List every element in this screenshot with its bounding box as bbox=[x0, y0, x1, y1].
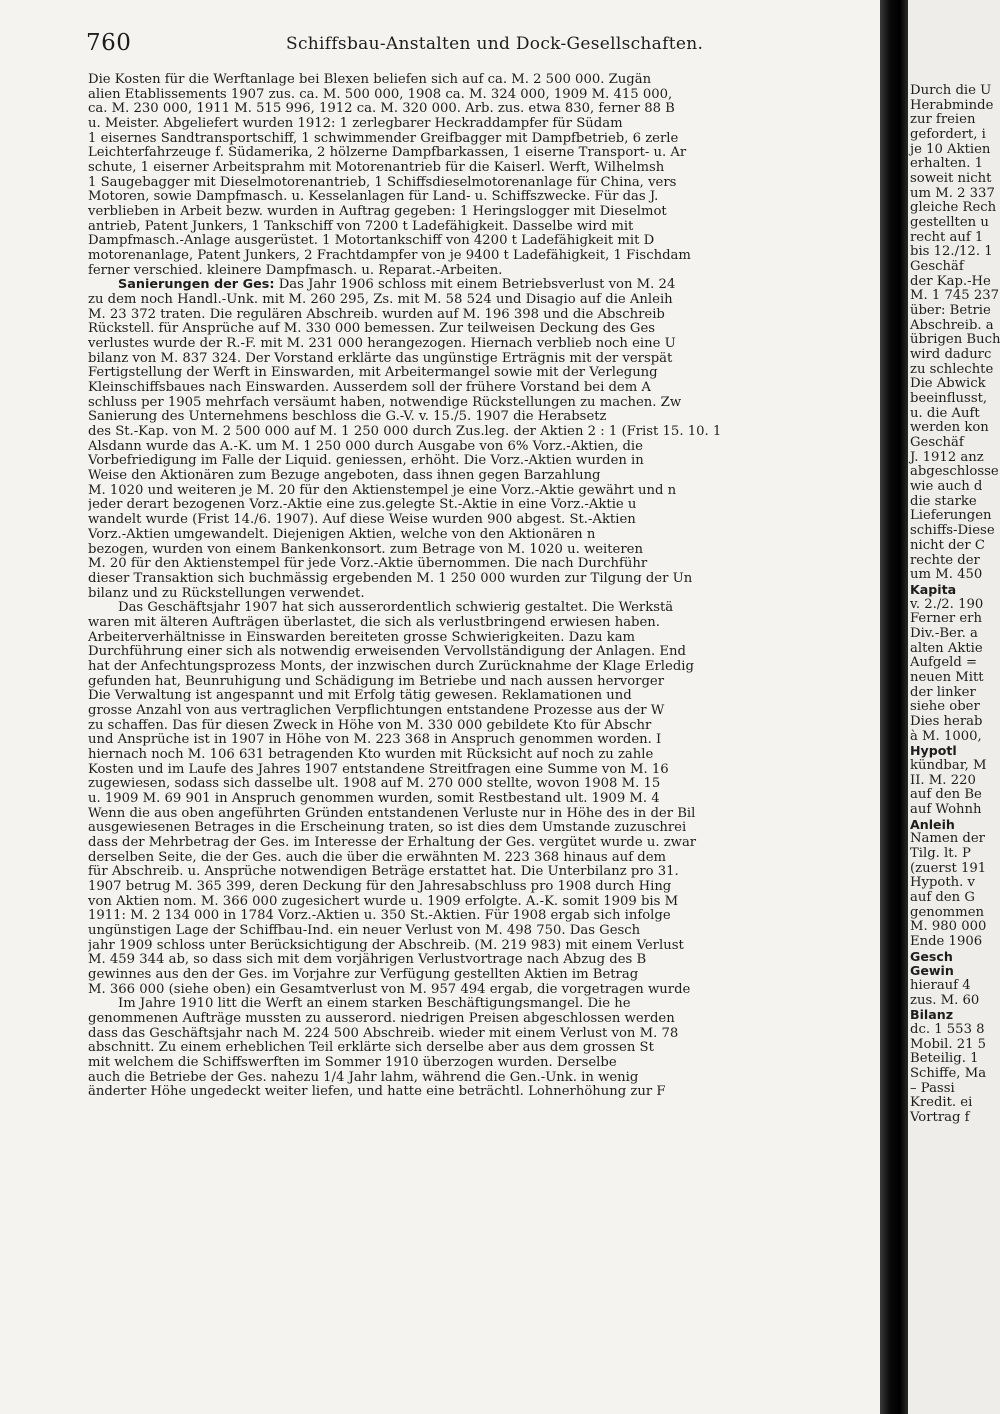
adjacent-text-line: zus. M. 60 bbox=[910, 992, 980, 1008]
text-line bbox=[88, 425, 876, 440]
book-gutter bbox=[880, 0, 908, 1414]
text-line bbox=[88, 190, 876, 205]
text-line-content: hat der Anfechtungsprozess Monts, der inzwischen durch Zurücknahme der Klage Erledig bbox=[88, 659, 694, 674]
adjacent-page-column bbox=[910, 84, 1000, 1126]
text-line-content: M. 20 für den Aktienstempel für jede Vorz.-Aktie übernommen. Die nach Durchführ bbox=[88, 557, 648, 572]
text-line bbox=[88, 763, 876, 778]
adjacent-text-line: Durch die U bbox=[910, 83, 992, 98]
text-line bbox=[88, 748, 876, 763]
adjacent-text-line: Namen der bbox=[910, 831, 985, 847]
text-line bbox=[88, 528, 876, 543]
text-line bbox=[88, 1071, 876, 1086]
adjacent-text-line: Ferner erh bbox=[910, 611, 982, 627]
text-line-content: antrieb, Patent Junkers, 1 Tankschiff von 7200 t Ladefähigkeit. Dasselbe wird mit bbox=[88, 219, 634, 234]
text-line-content: gewinnes aus den der Ges. im Vorjahre zur Verfügung gestellten Aktien im Betrag bbox=[88, 967, 639, 982]
adjacent-text-line: Abschreib. a bbox=[910, 317, 994, 333]
text-line-content: Vorz.-Aktien umgewandelt. Diejenigen Aktien, welche von den Aktionären n bbox=[88, 527, 596, 542]
adjacent-text-line: nicht der C bbox=[910, 537, 985, 553]
adjacent-text-line: II. M. 220 bbox=[910, 772, 976, 788]
text-line bbox=[88, 807, 876, 822]
text-line-content: verlustes wurde der R.-F. mit M. 231 000 herangezogen. Hiernach verblieb noch eine U bbox=[88, 337, 676, 352]
adjacent-text-line: je 10 Aktien bbox=[910, 141, 991, 157]
adjacent-text-line: genommen bbox=[910, 904, 984, 920]
adjacent-text-line: Hypotl bbox=[910, 743, 957, 759]
adjacent-text-line: bis 12./12. 1 bbox=[910, 244, 993, 260]
text-line-content: Wenn die aus oben angeführten Gründen entstandenen Verluste nur in Höhe des in der Bil bbox=[88, 806, 696, 821]
adjacent-text-line: erhalten. 1 bbox=[910, 156, 984, 172]
text-line bbox=[88, 601, 876, 616]
adjacent-text-line: Beteilig. 1 bbox=[910, 1051, 979, 1067]
text-line bbox=[88, 176, 876, 191]
adjacent-text-line: Bilanz bbox=[910, 1007, 954, 1023]
text-line bbox=[88, 851, 876, 866]
text-line bbox=[88, 352, 876, 367]
adjacent-text-line: zur freien bbox=[910, 112, 976, 128]
text-line-content: M. 366 000 (siehe oben) ein Gesamtverlust von M. 957 494 ergab, die vorgetragen wurde bbox=[88, 982, 691, 997]
text-line bbox=[88, 161, 876, 176]
text-line-content: M. 23 372 traten. Die regulären Abschreib. wurden auf M. 196 398 und die Abschreib bbox=[88, 307, 665, 322]
text-line-content: Das Jahr 1906 schloss mit einem Betriebsverlust von M. 24 bbox=[274, 278, 676, 293]
text-line-content: hiernach noch M. 106 631 betragenden Kto wurden mit Rücksicht auf noch zu zahle bbox=[88, 747, 654, 762]
text-line bbox=[88, 689, 876, 704]
text-line-content: 1 eisernes Sandtransportschiff, 1 schwimmender Greifbagger mit Dampfbetrieb, 6 zerle bbox=[88, 131, 679, 146]
text-line bbox=[88, 440, 876, 455]
text-line-content: zu dem noch Handl.-Unk. mit M. 260 295, Zs. mit M. 58 524 und Disagio auf die Anleih bbox=[88, 293, 673, 308]
text-line-content: ca. M. 230 000, 1911 M. 515 996, 1912 ca. M. 320 000. Arb. zus. etwa 830, ferner 88 B bbox=[88, 102, 675, 117]
text-line bbox=[88, 146, 876, 161]
text-line bbox=[88, 909, 876, 924]
adjacent-text-line: die starke bbox=[910, 493, 977, 509]
text-line bbox=[88, 660, 876, 675]
text-line bbox=[88, 117, 876, 132]
text-line bbox=[88, 733, 876, 748]
text-line-content: bilanz von M. 837 324. Der Vorstand erklärte das ungünstige Erträgnis mit der verspät bbox=[88, 351, 673, 366]
text-line bbox=[88, 234, 876, 249]
adjacent-text-line: auf Wohnh bbox=[910, 801, 982, 817]
text-line-content: 1 Saugebagger mit Dieselmotorenantrieb, 1 Schiffsdieselmotorenanlage für China, vers bbox=[88, 175, 677, 190]
text-line bbox=[88, 220, 876, 235]
text-line bbox=[88, 249, 876, 264]
text-line-content: schute, 1 eiserner Arbeitsprahm mit Motorenantrieb für die Kaiserl. Werft, Wilhelmsh bbox=[88, 161, 665, 176]
adjacent-text-line: Div.-Ber. a bbox=[910, 625, 978, 641]
text-line bbox=[88, 587, 876, 602]
text-line bbox=[88, 836, 876, 851]
text-line bbox=[88, 337, 876, 352]
adjacent-text-line: schiffs-Diese bbox=[910, 523, 995, 539]
text-line-content: Leichterfahrzeuge f. Südamerika, 2 hölzerne Dampfbarkassen, 1 eiserne Transport- u. Ar bbox=[88, 146, 687, 161]
text-line-content: M. 459 344 ab, so dass sich mit dem vorjährigen Verlustvortrage nach Abzug des B bbox=[88, 953, 647, 968]
adjacent-text-line: Aufgeld = bbox=[910, 655, 978, 671]
text-line bbox=[88, 616, 876, 631]
text-line bbox=[88, 308, 876, 323]
adjacent-text-line: Ende 1906 bbox=[910, 933, 983, 949]
text-line-content: zu schaffen. Das für diesen Zweck in Höhe von M. 330 000 gebildete Kto für Abschr bbox=[88, 718, 652, 733]
adjacent-text-line: gleiche Rech bbox=[910, 200, 997, 216]
adjacent-text-line: Geschäf bbox=[910, 435, 964, 451]
adjacent-text-line: gestellten u bbox=[910, 215, 989, 231]
text-line bbox=[88, 983, 876, 998]
text-line bbox=[88, 73, 876, 88]
text-line-content: ausgewiesenen Betrages in die Erscheinung traten, so ist dies dem Umstande zuzuschrei bbox=[88, 821, 687, 836]
text-line-content: Sanierung des Unternehmens beschloss die G.-V. v. 15./5. 1907 die Herabsetz bbox=[88, 410, 607, 425]
text-line-content: wandelt wurde (Frist 14./6. 1907). Auf diese Weise wurden 900 abgest. St.-Aktien bbox=[88, 513, 636, 528]
adjacent-text-line: J. 1912 anz bbox=[910, 449, 984, 465]
adjacent-text-line: M. 1 745 237 bbox=[910, 288, 1000, 304]
text-line bbox=[88, 880, 876, 895]
text-line bbox=[88, 1041, 876, 1056]
adjacent-text-line: soweit nicht bbox=[910, 171, 992, 187]
text-line-content: zugewiesen, sodass sich dasselbe ult. 1908 auf M. 270 000 stellte, wovon 1908 M. 15 bbox=[88, 777, 661, 792]
text-line bbox=[88, 264, 876, 279]
adjacent-text-line: werden kon bbox=[910, 420, 989, 436]
adjacent-text-line: (zuerst 191 bbox=[910, 860, 987, 876]
adjacent-text-line: wie auch d bbox=[910, 479, 983, 495]
text-line bbox=[88, 572, 876, 587]
text-line-content: Kleinschiffsbaues nach Einswarden. Ausserdem soll der frühere Vorstand bei dem A bbox=[88, 381, 651, 396]
text-line bbox=[88, 366, 876, 381]
adjacent-text-line: dc. 1 553 8 bbox=[910, 1022, 985, 1037]
text-line-content: grosse Anzahl von aus vertraglichen Verpflichtungen entstandene Prozesse aus der W bbox=[88, 703, 665, 718]
text-line bbox=[88, 792, 876, 807]
text-line-content: Arbeiterverhältnisse in Einswarden bereiteten grosse Schwierigkeiten. Dazu kam bbox=[88, 630, 636, 645]
text-line-content: dieser Transaktion sich buchmässig ergebenden M. 1 250 000 wurden zur Tilgung der Un bbox=[88, 571, 693, 586]
text-line bbox=[88, 895, 876, 910]
text-line-content: 1907 betrug M. 365 399, deren Deckung für den Jahresabschluss pro 1908 durch Hing bbox=[88, 879, 672, 894]
text-line bbox=[88, 645, 876, 660]
adjacent-text-line: alten Aktie bbox=[910, 640, 983, 656]
text-line-content: Dampfmasch.-Anlage ausgerüstet. 1 Motortankschiff von 4200 t Ladefähigkeit mit D bbox=[88, 234, 655, 249]
adjacent-text-line: Die Abwick bbox=[910, 376, 986, 392]
text-line bbox=[88, 205, 876, 220]
text-line bbox=[88, 924, 876, 939]
text-line-content: jeder derart bezogenen Vorz.-Aktie eine zus.gelegte St.-Aktie in eine Vorz.-Aktie u bbox=[88, 498, 637, 513]
adjacent-text-line: Schiffe, Ma bbox=[910, 1066, 987, 1082]
main-text-column bbox=[88, 73, 876, 1100]
adjacent-text-line: M. 980 000 bbox=[910, 919, 987, 935]
text-line bbox=[88, 997, 876, 1012]
adjacent-text-line: gefordert, i bbox=[910, 127, 986, 143]
text-line-content: motorenanlage, Patent Junkers, 2 Frachtdampfer von je 9400 t Ladefähigkeit, 1 Fischdam bbox=[88, 249, 691, 264]
text-line bbox=[88, 968, 876, 983]
text-line-content: verblieben in Arbeit bezw. wurden in Auftrag gegeben: 1 Heringslogger mit Dieselmot bbox=[88, 205, 667, 220]
adjacent-text-line: beeinflusst, bbox=[910, 391, 988, 407]
adjacent-text-line: übrigen Buch bbox=[910, 332, 1000, 348]
section-heading: Sanierungen der Ges: bbox=[118, 278, 275, 293]
adjacent-text-line: abgeschlosse bbox=[910, 464, 999, 480]
text-line-content: abschnitt. Zu einem erheblichen Teil erklärte sich derselbe aber aus dem grossen St bbox=[88, 1041, 654, 1056]
adjacent-text-line: recht auf 1 bbox=[910, 229, 984, 245]
text-line-content: Die Kosten für die Werftanlage bei Blexen beliefen sich auf ca. M. 2 500 000. Zugän bbox=[88, 73, 652, 87]
text-line-content: schluss per 1905 mehrfach versäumt haben, notwendige Rückstellungen zu machen. Zw bbox=[88, 395, 682, 410]
adjacent-text-line: rechte der bbox=[910, 552, 980, 568]
text-line bbox=[88, 1012, 876, 1027]
adjacent-text-line: Kapita bbox=[910, 581, 957, 597]
text-line-content: ferner verschied. kleinere Dampfmasch. u. Reparat.-Arbeiten. bbox=[88, 263, 503, 278]
text-line bbox=[88, 865, 876, 880]
text-line bbox=[88, 821, 876, 836]
adjacent-text-line: zu schlechte bbox=[910, 361, 994, 377]
text-line-content: Motoren, sowie Dampfmasch. u. Kesselanlagen für Land- u. Schiffszwecke. Für das J. bbox=[88, 190, 659, 205]
text-line-content: Kosten und im Laufe des Jahres 1907 entstandene Streitfragen eine Summe von M. 16 bbox=[88, 762, 669, 777]
text-line-content: M. 1020 und weiteren je M. 20 für den Aktienstempel je eine Vorz.-Aktie gewährt und n bbox=[88, 483, 677, 498]
adjacent-text-line: kündbar, M bbox=[910, 757, 987, 773]
adjacent-text-line: hierauf 4 bbox=[910, 977, 971, 993]
text-line-content: Alsdann wurde das A.-K. um M. 1 250 000 durch Ausgabe von 6% Vorz.-Aktien, die bbox=[88, 439, 643, 454]
adjacent-text-line: à M. 1000, bbox=[910, 728, 982, 744]
text-line bbox=[88, 631, 876, 646]
text-line-content: und Ansprüche ist in 1907 in Höhe von M. 223 368 in Anspruch genommen worden. I bbox=[88, 733, 662, 748]
text-line bbox=[88, 953, 876, 968]
text-line-content: u. Meister. Abgeliefert wurden 1912: 1 zerlegbarer Heckraddampfer für Südam bbox=[88, 117, 623, 132]
text-line-content: jahr 1909 schloss unter Berücksichtigung der Abschreib. (M. 219 983) mit einem Verlust bbox=[88, 938, 684, 953]
text-line-content: waren mit älteren Aufträgen überlastet, die sich als verlustbringend erwiesen haben. bbox=[88, 615, 660, 630]
adjacent-text-line: über: Betrie bbox=[910, 303, 991, 319]
adjacent-text-line: Gewin bbox=[910, 963, 954, 979]
text-line bbox=[88, 293, 876, 308]
text-line bbox=[88, 88, 876, 103]
text-line bbox=[88, 1056, 876, 1071]
text-line-content: bezogen, wurden von einem Bankenkonsort. zum Betrage von M. 1020 u. weiteren bbox=[88, 542, 643, 557]
text-line bbox=[88, 675, 876, 690]
text-line bbox=[88, 543, 876, 558]
adjacent-text-line: auf den Be bbox=[910, 787, 982, 803]
page-number: 760 bbox=[86, 30, 132, 56]
text-line bbox=[88, 513, 876, 528]
text-line-content: derselben Seite, die der Ges. auch die über die erwähnten M. 223 368 hinaus auf dem bbox=[88, 850, 667, 865]
text-line-content: Vorbefriedigung im Falle der Liquid. geniessen, erhöht. Die Vorz.-Aktien wurden in bbox=[88, 454, 644, 469]
adjacent-text-line: Lieferungen bbox=[910, 508, 992, 524]
adjacent-text-line: auf den G bbox=[910, 889, 975, 905]
text-line-content: des St.-Kap. von M. 2 500 000 auf M. 1 250 000 durch Zus.leg. der Aktien 2 : 1 (Frist 15. 10. 1 bbox=[88, 425, 722, 440]
text-line bbox=[88, 777, 876, 792]
text-line-content: dass das Geschäftsjahr nach M. 224 500 Abschreib. wieder mit einem Verlust von M. 78 bbox=[88, 1026, 679, 1041]
text-line-content: Die Verwaltung ist angespannt und mit Erfolg tätig gewesen. Reklamationen und bbox=[88, 689, 632, 704]
text-line-content: Das Geschäftsjahr 1907 hat sich ausserordentlich schwierig gestaltet. Die Werkstä bbox=[118, 601, 674, 616]
text-line bbox=[88, 454, 876, 469]
text-line-content: genommenen Aufträge mussten zu ausserord. niedrigen Preisen abgeschlossen werden bbox=[88, 1012, 675, 1026]
adjacent-text-line: Hypoth. v bbox=[910, 875, 975, 891]
text-line bbox=[88, 278, 876, 293]
adjacent-text-line: v. 2./2. 190 bbox=[910, 596, 984, 612]
text-line-content: von Aktien nom. M. 366 000 zugesichert wurde u. 1909 erfolgte. A.-K. somit 1909 bis M bbox=[88, 894, 679, 909]
text-line bbox=[88, 1027, 876, 1042]
adjacent-text-line: um M. 450 bbox=[910, 567, 983, 583]
adjacent-text-line: Tilg. lt. P bbox=[910, 845, 971, 861]
adjacent-text-line: Herabminde bbox=[910, 97, 994, 113]
text-line-content: änderter Höhe ungedeckt weiter liefen, und hatte eine beträchtl. Lohnerhöhung zur F bbox=[88, 1085, 666, 1100]
text-line-content: für Abschreib. u. Ansprüche notwendigen Beträge erstattet hat. Die Unterbilanz pro 31. bbox=[88, 865, 679, 880]
adjacent-text-line: Anleih bbox=[910, 816, 955, 832]
text-line bbox=[88, 1085, 876, 1100]
adjacent-text-line: Gesch bbox=[910, 948, 953, 964]
text-line bbox=[88, 132, 876, 147]
text-line bbox=[88, 557, 876, 572]
text-line-content: dass der Mehrbetrag der Ges. im Interesse der Erhaltung der Ges. vergütet wurde u. zwar bbox=[88, 835, 697, 850]
text-line bbox=[88, 719, 876, 734]
text-line-content: u. 1909 M. 69 901 in Anspruch genommen wurden, somit Restbestand ult. 1909 M. 4 bbox=[88, 791, 660, 806]
text-line-content: alien Etablissements 1907 zus. ca. M. 500 000, 1908 ca. M. 324 000, 1909 M. 415 000, bbox=[88, 87, 673, 102]
adjacent-text-line: – Passi bbox=[910, 1080, 955, 1096]
text-line bbox=[88, 396, 876, 411]
text-line-content: mit welchem die Schiffswerften im Sommer 1910 überzogen wurden. Derselbe bbox=[88, 1056, 617, 1071]
text-line bbox=[88, 322, 876, 337]
adjacent-text-line: Vortrag f bbox=[910, 1110, 970, 1126]
adjacent-text-line: u. die Auft bbox=[910, 405, 980, 421]
running-head bbox=[86, 30, 876, 60]
adjacent-text-line: siehe ober bbox=[910, 699, 980, 715]
adjacent-text-line: Kredit. ei bbox=[910, 1095, 973, 1111]
text-line-content: Fertigstellung der Werft in Einswarden, mit Arbeitermangel sowie mit der Verlegung bbox=[88, 366, 658, 381]
text-line-content: ungünstigen Lage der Schiffbau-Ind. ein neuer Verlust von M. 498 750. Das Gesch bbox=[88, 923, 641, 938]
text-line-content: Rückstell. für Ansprüche auf M. 330 000 bemessen. Zur teilweisen Deckung des Ges bbox=[88, 322, 656, 337]
adjacent-text-line: wird dadurc bbox=[910, 347, 992, 363]
text-line bbox=[88, 498, 876, 513]
text-line bbox=[88, 410, 876, 425]
text-line-content: 1911: M. 2 134 000 in 1784 Vorz.-Aktien u. 350 St.-Aktien. Für 1908 ergab sich infolge bbox=[88, 909, 671, 924]
adjacent-text-line: Mobil. 21 5 bbox=[910, 1036, 987, 1052]
text-line bbox=[88, 704, 876, 719]
text-line-content: Weise den Aktionären zum Bezuge angeboten, dass ihnen gegen Barzahlung bbox=[88, 469, 601, 484]
text-line-content: bilanz und zu Rückstellungen verwendet. bbox=[88, 586, 365, 601]
text-line-content: gefunden hat, Beunruhigung und Schädigung im Betriebe und nach aussen hervorger bbox=[88, 674, 665, 689]
running-title: Schiffsbau-Anstalten und Dock-Gesellschaften. bbox=[286, 34, 704, 54]
text-line bbox=[88, 939, 876, 954]
text-line-content: Im Jahre 1910 litt die Werft an einem starken Beschäftigungsmangel. Die he bbox=[118, 997, 631, 1012]
adjacent-text-line: neuen Mitt bbox=[910, 669, 984, 685]
text-line bbox=[88, 469, 876, 484]
adjacent-text-line: der Kap.-He bbox=[910, 273, 991, 289]
adjacent-text-line: Geschäf bbox=[910, 259, 964, 275]
adjacent-text-line: der linker bbox=[910, 684, 976, 700]
adjacent-text-line: um M. 2 337 bbox=[910, 185, 995, 201]
text-line-content: auch die Betriebe der Ges. nahezu 1/4 Jahr lahm, während die Gen.-Unk. in wenig bbox=[88, 1070, 639, 1085]
adjacent-page bbox=[908, 0, 1000, 1414]
text-line bbox=[88, 381, 876, 396]
adjacent-text-line: Dies herab bbox=[910, 713, 983, 729]
text-line bbox=[88, 102, 876, 117]
text-line-content: Durchführung einer sich als notwendig erweisenden Vervollständigung der Anlagen. End bbox=[88, 645, 686, 660]
text-line bbox=[88, 484, 876, 499]
